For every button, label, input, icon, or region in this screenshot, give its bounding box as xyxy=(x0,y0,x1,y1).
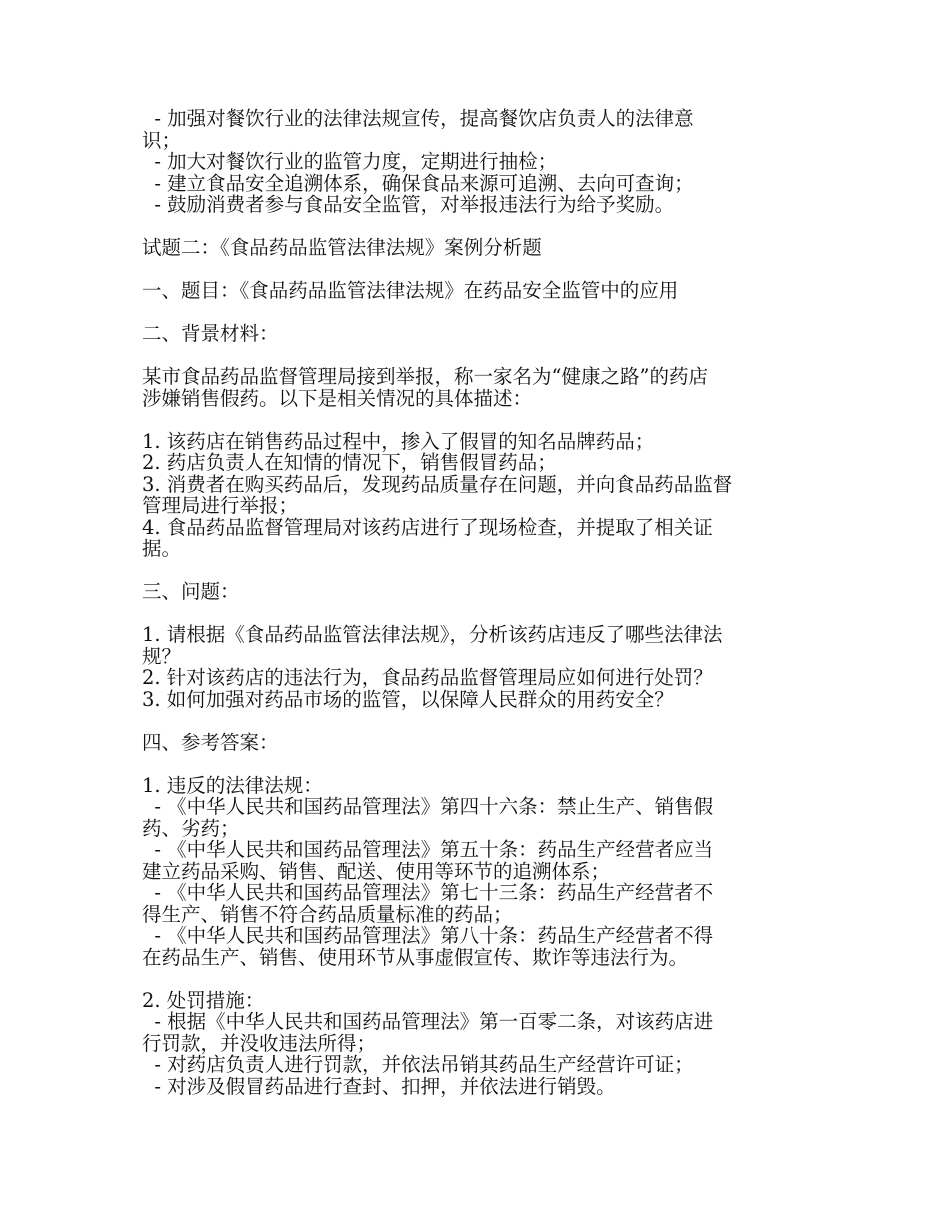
list-item: - 《中华人民共和国药品管理法》第七十三条：药品生产经营者不 xyxy=(142,881,714,904)
list-item: 据。 xyxy=(142,537,182,560)
text-line: 某市食品药品监督管理局接到举报，称一家名为“健康之路”的药店 xyxy=(142,365,708,388)
answer-penalties xyxy=(142,990,810,1098)
section-heading: 三、问题： xyxy=(142,580,240,603)
list-item: - 《中华人民共和国药品管理法》第八十条：药品生产经营者不得 xyxy=(142,924,714,947)
list-item: 3. 如何加强对药品市场的监管，以保障人民群众的用药安全？ xyxy=(142,687,674,711)
spacer xyxy=(142,710,810,732)
list-item: 在药品生产、销售、使用环节从事虚假宣传、欺诈等违法行为。 xyxy=(142,945,689,969)
list-item: 3. 消费者在购买药品后，发现药品质量存在问题，并向食品药品监督 xyxy=(142,472,733,496)
spacer xyxy=(142,560,810,582)
background-intro xyxy=(142,366,810,409)
text-line: - 加强对餐饮行业的法律法规宣传，提高餐饮店负责人的法律意 xyxy=(142,107,694,130)
list-item: 2. 针对该药店的违法行为，食品药品监督管理局应如何进行处罚？ xyxy=(142,666,713,689)
list-item: 1. 请根据《食品药品监管法律法规》，分析该药店违反了哪些法律法 xyxy=(142,623,723,646)
text-line: - 鼓励消费者参与食品安全监管，对举报违法行为给予奖励。 xyxy=(142,193,675,216)
spacer xyxy=(142,345,810,367)
text-line: 识； xyxy=(142,128,182,152)
exam-title: 试题二：《食品药品监管法律法规》案例分析题 xyxy=(142,236,542,259)
list-item: - 对药店负责人进行罚款，并依法吊销其药品生产经营许可证； xyxy=(142,1053,694,1076)
background-list xyxy=(142,431,810,560)
section-heading: 四、参考答案： xyxy=(142,730,279,754)
spacer xyxy=(142,603,810,625)
answer-laws xyxy=(142,775,810,969)
spacer xyxy=(142,753,810,775)
list-item: 建立药品采购、销售、配送、使用等环节的追溯体系； xyxy=(142,859,611,883)
section-heading: 二、背景材料： xyxy=(142,322,279,345)
text-line: - 建立食品安全追溯体系，确保食品来源可追溯、去向可查询； xyxy=(142,171,694,195)
intro-measures xyxy=(142,108,810,216)
spacer xyxy=(142,968,810,990)
list-item: 1. 该药店在销售药品过程中，掺入了假冒的知名品牌药品； xyxy=(142,429,655,453)
spacer xyxy=(142,259,810,281)
list-item: 2. 药店负责人在知情的情况下，销售假冒药品； xyxy=(142,451,557,474)
list-item: 1. 违反的法律法规： xyxy=(142,773,323,797)
spacer xyxy=(142,302,810,324)
list-item: 规？ xyxy=(142,644,182,668)
list-item: 2. 处罚措施： xyxy=(142,988,265,1012)
document-page xyxy=(142,108,810,1097)
text-line: 涉嫌销售假药。以下是相关情况的具体描述： xyxy=(142,386,533,410)
list-item: 得生产、销售不符合药品质量标准的药品； xyxy=(142,902,513,926)
list-item: 4. 食品药品监督管理局对该药店进行了现场检查，并提取了相关证 xyxy=(142,515,713,539)
text-line: - 加大对餐饮行业的监管力度，定期进行抽检； xyxy=(142,150,558,173)
spacer xyxy=(142,216,810,238)
section-topic: 一、题目：《食品药品监管法律法规》在药品安全监管中的应用 xyxy=(142,279,679,302)
question-list xyxy=(142,624,810,710)
list-item: - 对涉及假冒药品进行查封、扣押，并依法进行销毁。 xyxy=(142,1074,616,1098)
list-item: 药、劣药； xyxy=(142,816,240,840)
list-item: - 《中华人民共和国药品管理法》第五十条：药品生产经营者应当 xyxy=(142,838,714,861)
list-item: 管理局进行举报； xyxy=(142,494,299,517)
spacer xyxy=(142,409,810,431)
list-item: 行罚款，并没收违法所得； xyxy=(142,1031,377,1055)
list-item: - 根据《中华人民共和国药品管理法》第一百零二条，对该药店进 xyxy=(142,1010,714,1033)
list-item: - 《中华人民共和国药品管理法》第四十六条：禁止生产、销售假 xyxy=(142,795,714,818)
